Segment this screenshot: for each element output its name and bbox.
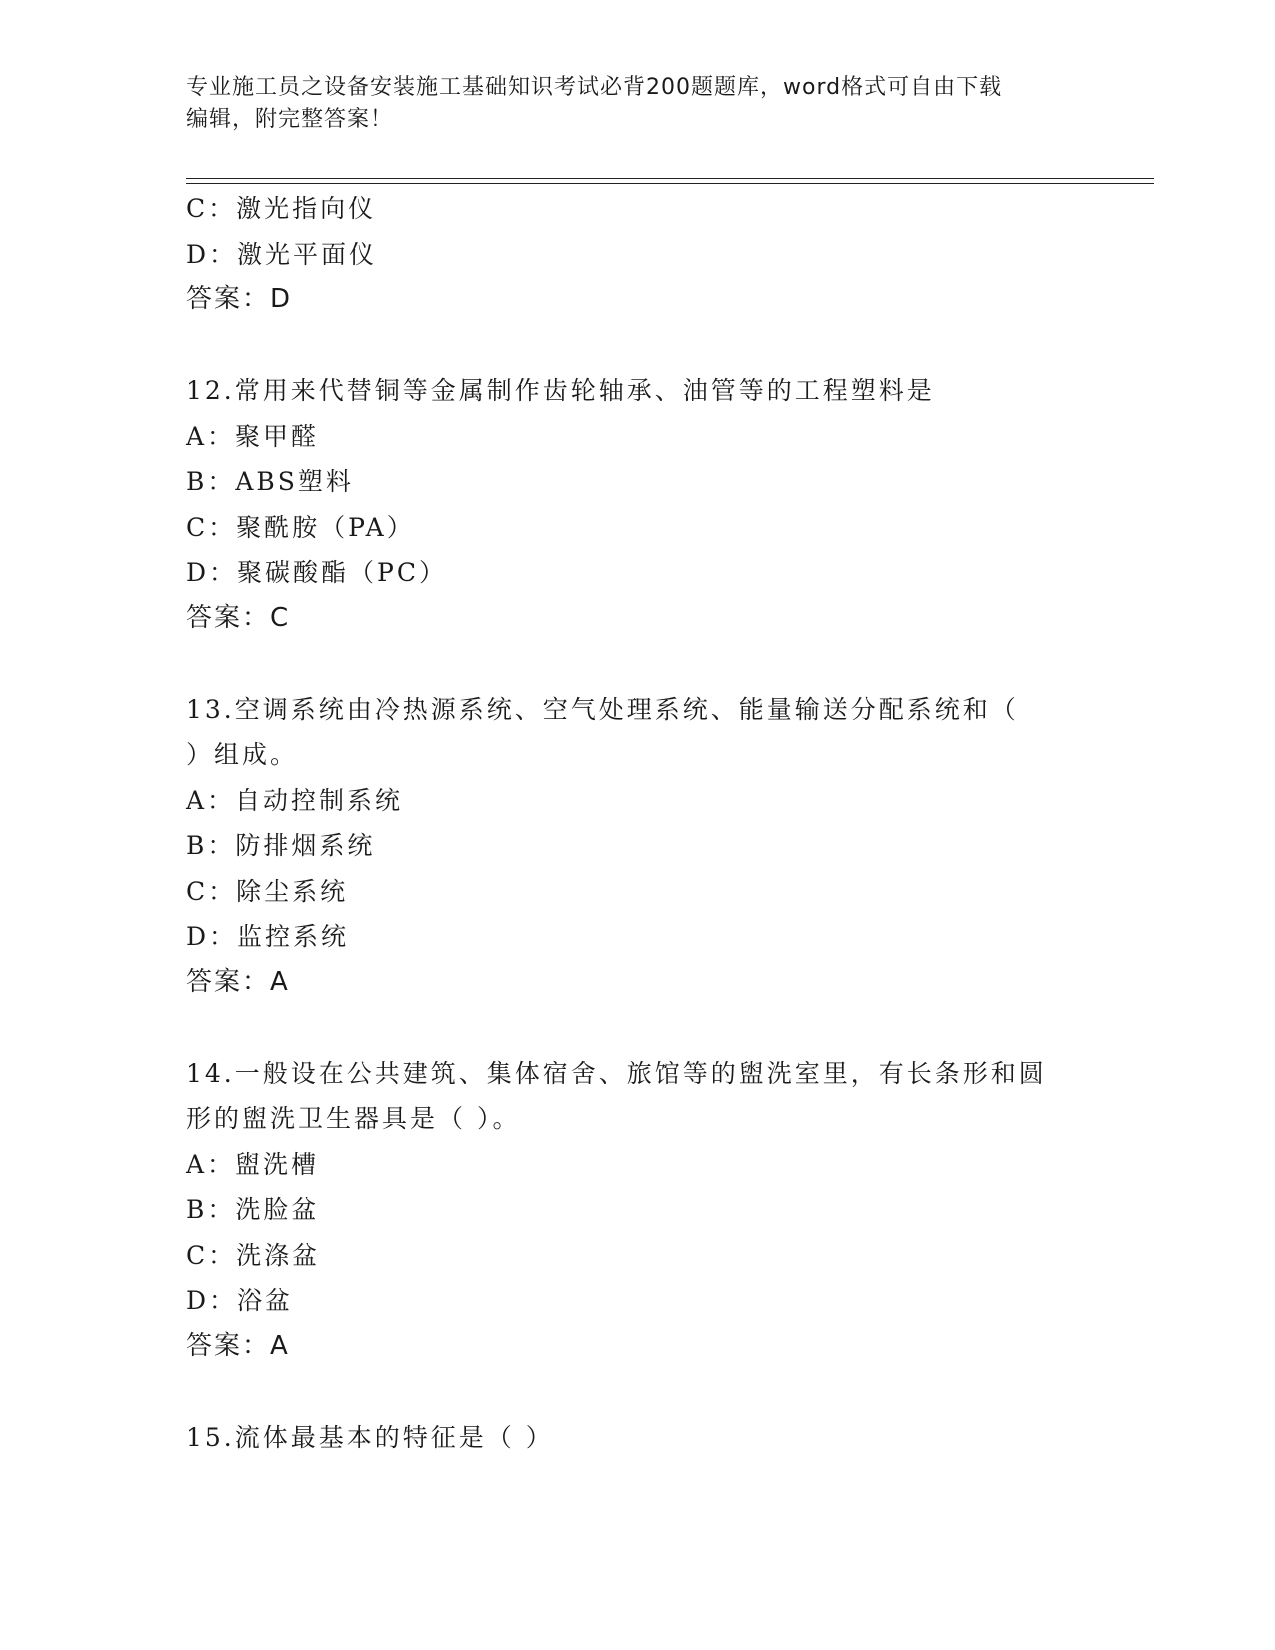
question-11-tail [186, 186, 1154, 323]
spacer [186, 323, 1154, 369]
question-stem-line-2: ）组成。 [186, 740, 299, 769]
option-c: C：除尘系统 [186, 876, 349, 906]
question-stem-line-2: 形的盥洗卫生器具是（ ）。 [186, 1104, 521, 1133]
header-divider-bottom [186, 183, 1154, 184]
option-d: D：监控系统 [186, 922, 350, 951]
option-c: C：聚酰胺（PA） [186, 512, 415, 542]
answer-line: 答案：A [186, 966, 290, 997]
spacer [186, 641, 1154, 687]
answer-line: 答案：C [186, 602, 291, 633]
option-a: A：盥洗槽 [186, 1149, 320, 1179]
answer-line: 答案：A [186, 1330, 290, 1361]
spacer [186, 1005, 1154, 1051]
answer-line: 答案：D [186, 284, 293, 314]
option-d: D：激光平面仪 [186, 239, 378, 269]
spacer [186, 1369, 1154, 1415]
header-title-line-2: 编辑，附完整答案！ [186, 107, 394, 132]
header-title-line-1: 专业施工员之设备安装施工基础知识考试必背200题题库，word格式可自由下载 [186, 75, 1003, 100]
question-15 [186, 1415, 1154, 1461]
option-b: B：洗脸盆 [186, 1195, 320, 1224]
option-c: C：激光指向仪 [186, 194, 377, 223]
question-12 [186, 368, 1154, 641]
question-stem: 12.常用来代替铜等金属制作齿轮轴承、油管等的工程塑料是 [186, 376, 935, 405]
option-c: C：洗涤盆 [186, 1240, 321, 1270]
document-header [186, 72, 1066, 136]
question-stem-line-1: 13.空调系统由冷热源系统、空气处理系统、能量输送分配系统和（ [186, 694, 1019, 724]
question-14 [186, 1051, 1154, 1370]
question-stem: 15.流体最基本的特征是（ ） [186, 1422, 554, 1452]
option-a: A：自动控制系统 [186, 785, 404, 815]
header-divider-top [186, 178, 1154, 179]
option-d: D：浴盆 [186, 1286, 294, 1315]
question-stem-line-1: 14.一般设在公共建筑、集体宿舍、旅馆等的盥洗室里，有长条形和圆 [186, 1058, 1047, 1088]
option-a: A：聚甲醛 [186, 421, 320, 451]
question-13 [186, 687, 1154, 1006]
option-b: B：ABS塑料 [186, 467, 354, 496]
option-b: B：防排烟系统 [186, 831, 376, 860]
option-d: D：聚碳酸酯（PC） [186, 558, 447, 587]
question-list [186, 186, 1154, 1460]
